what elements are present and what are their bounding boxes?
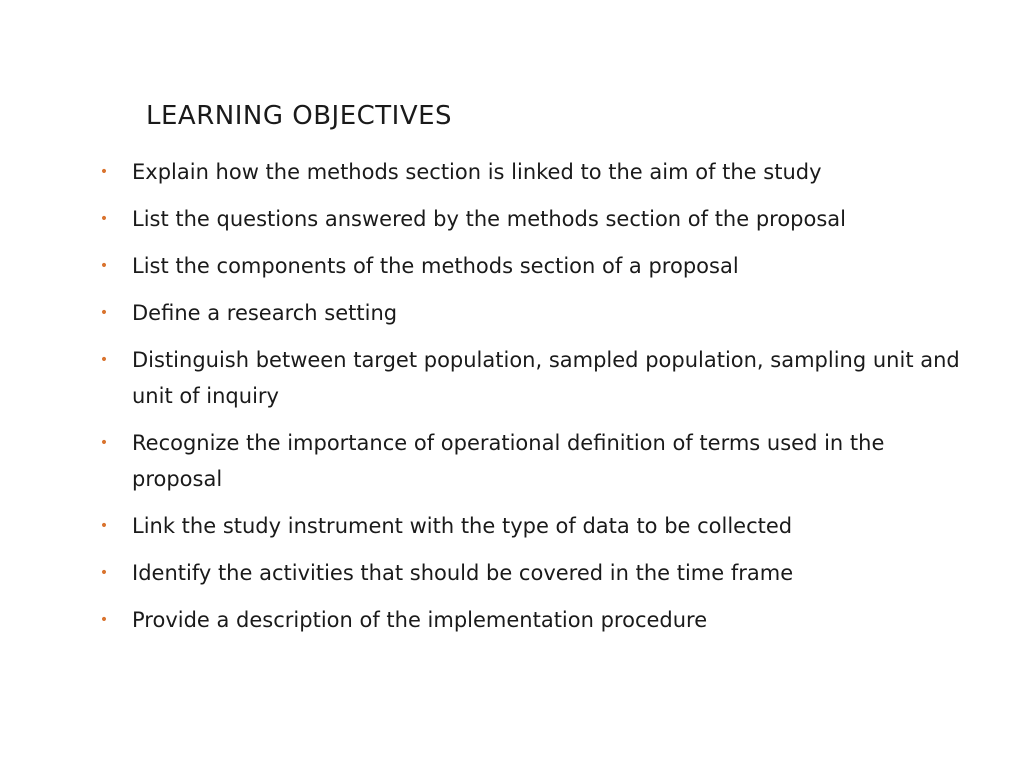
- list-item: [96, 342, 976, 414]
- objectives-list: [96, 154, 976, 649]
- bullet-dot-icon: •: [99, 612, 109, 628]
- list-item-text: Link the study instrument with the type of data to be collected: [132, 514, 793, 538]
- bullet-dot-icon: •: [99, 211, 109, 227]
- list-item: [96, 154, 976, 190]
- list-item-text: List the questions answered by the methods section of the proposal: [132, 207, 846, 231]
- bullet-dot-icon: •: [99, 518, 109, 534]
- list-item-text: List the components of the methods section of a proposal: [132, 254, 739, 278]
- list-item: [96, 201, 976, 237]
- list-item: [96, 295, 976, 331]
- bullet-dot-icon: •: [99, 164, 109, 180]
- list-item: [96, 555, 976, 591]
- bullet-dot-icon: •: [99, 565, 109, 581]
- list-item-text: Distinguish between target population, sampled population, sampling unit and unit of inquiry: [132, 348, 960, 408]
- bullet-dot-icon: •: [99, 258, 109, 274]
- list-item: [96, 602, 976, 638]
- list-item-text: Define a research setting: [132, 301, 398, 325]
- bullet-dot-icon: •: [99, 305, 109, 321]
- list-item: [96, 425, 976, 497]
- list-item: [96, 248, 976, 284]
- bullet-dot-icon: •: [99, 352, 109, 368]
- list-item-text: Provide a description of the implementation procedure: [132, 608, 708, 632]
- list-item-text: Identify the activities that should be covered in the time frame: [132, 561, 794, 585]
- list-item-text: Explain how the methods section is linked to the aim of the study: [132, 160, 822, 184]
- slide-title: LEARNING OBJECTIVES: [146, 101, 453, 131]
- list-item: [96, 508, 976, 544]
- bullet-dot-icon: •: [99, 435, 109, 451]
- list-item-text: Recognize the importance of operational definition of terms used in the proposal: [132, 431, 885, 491]
